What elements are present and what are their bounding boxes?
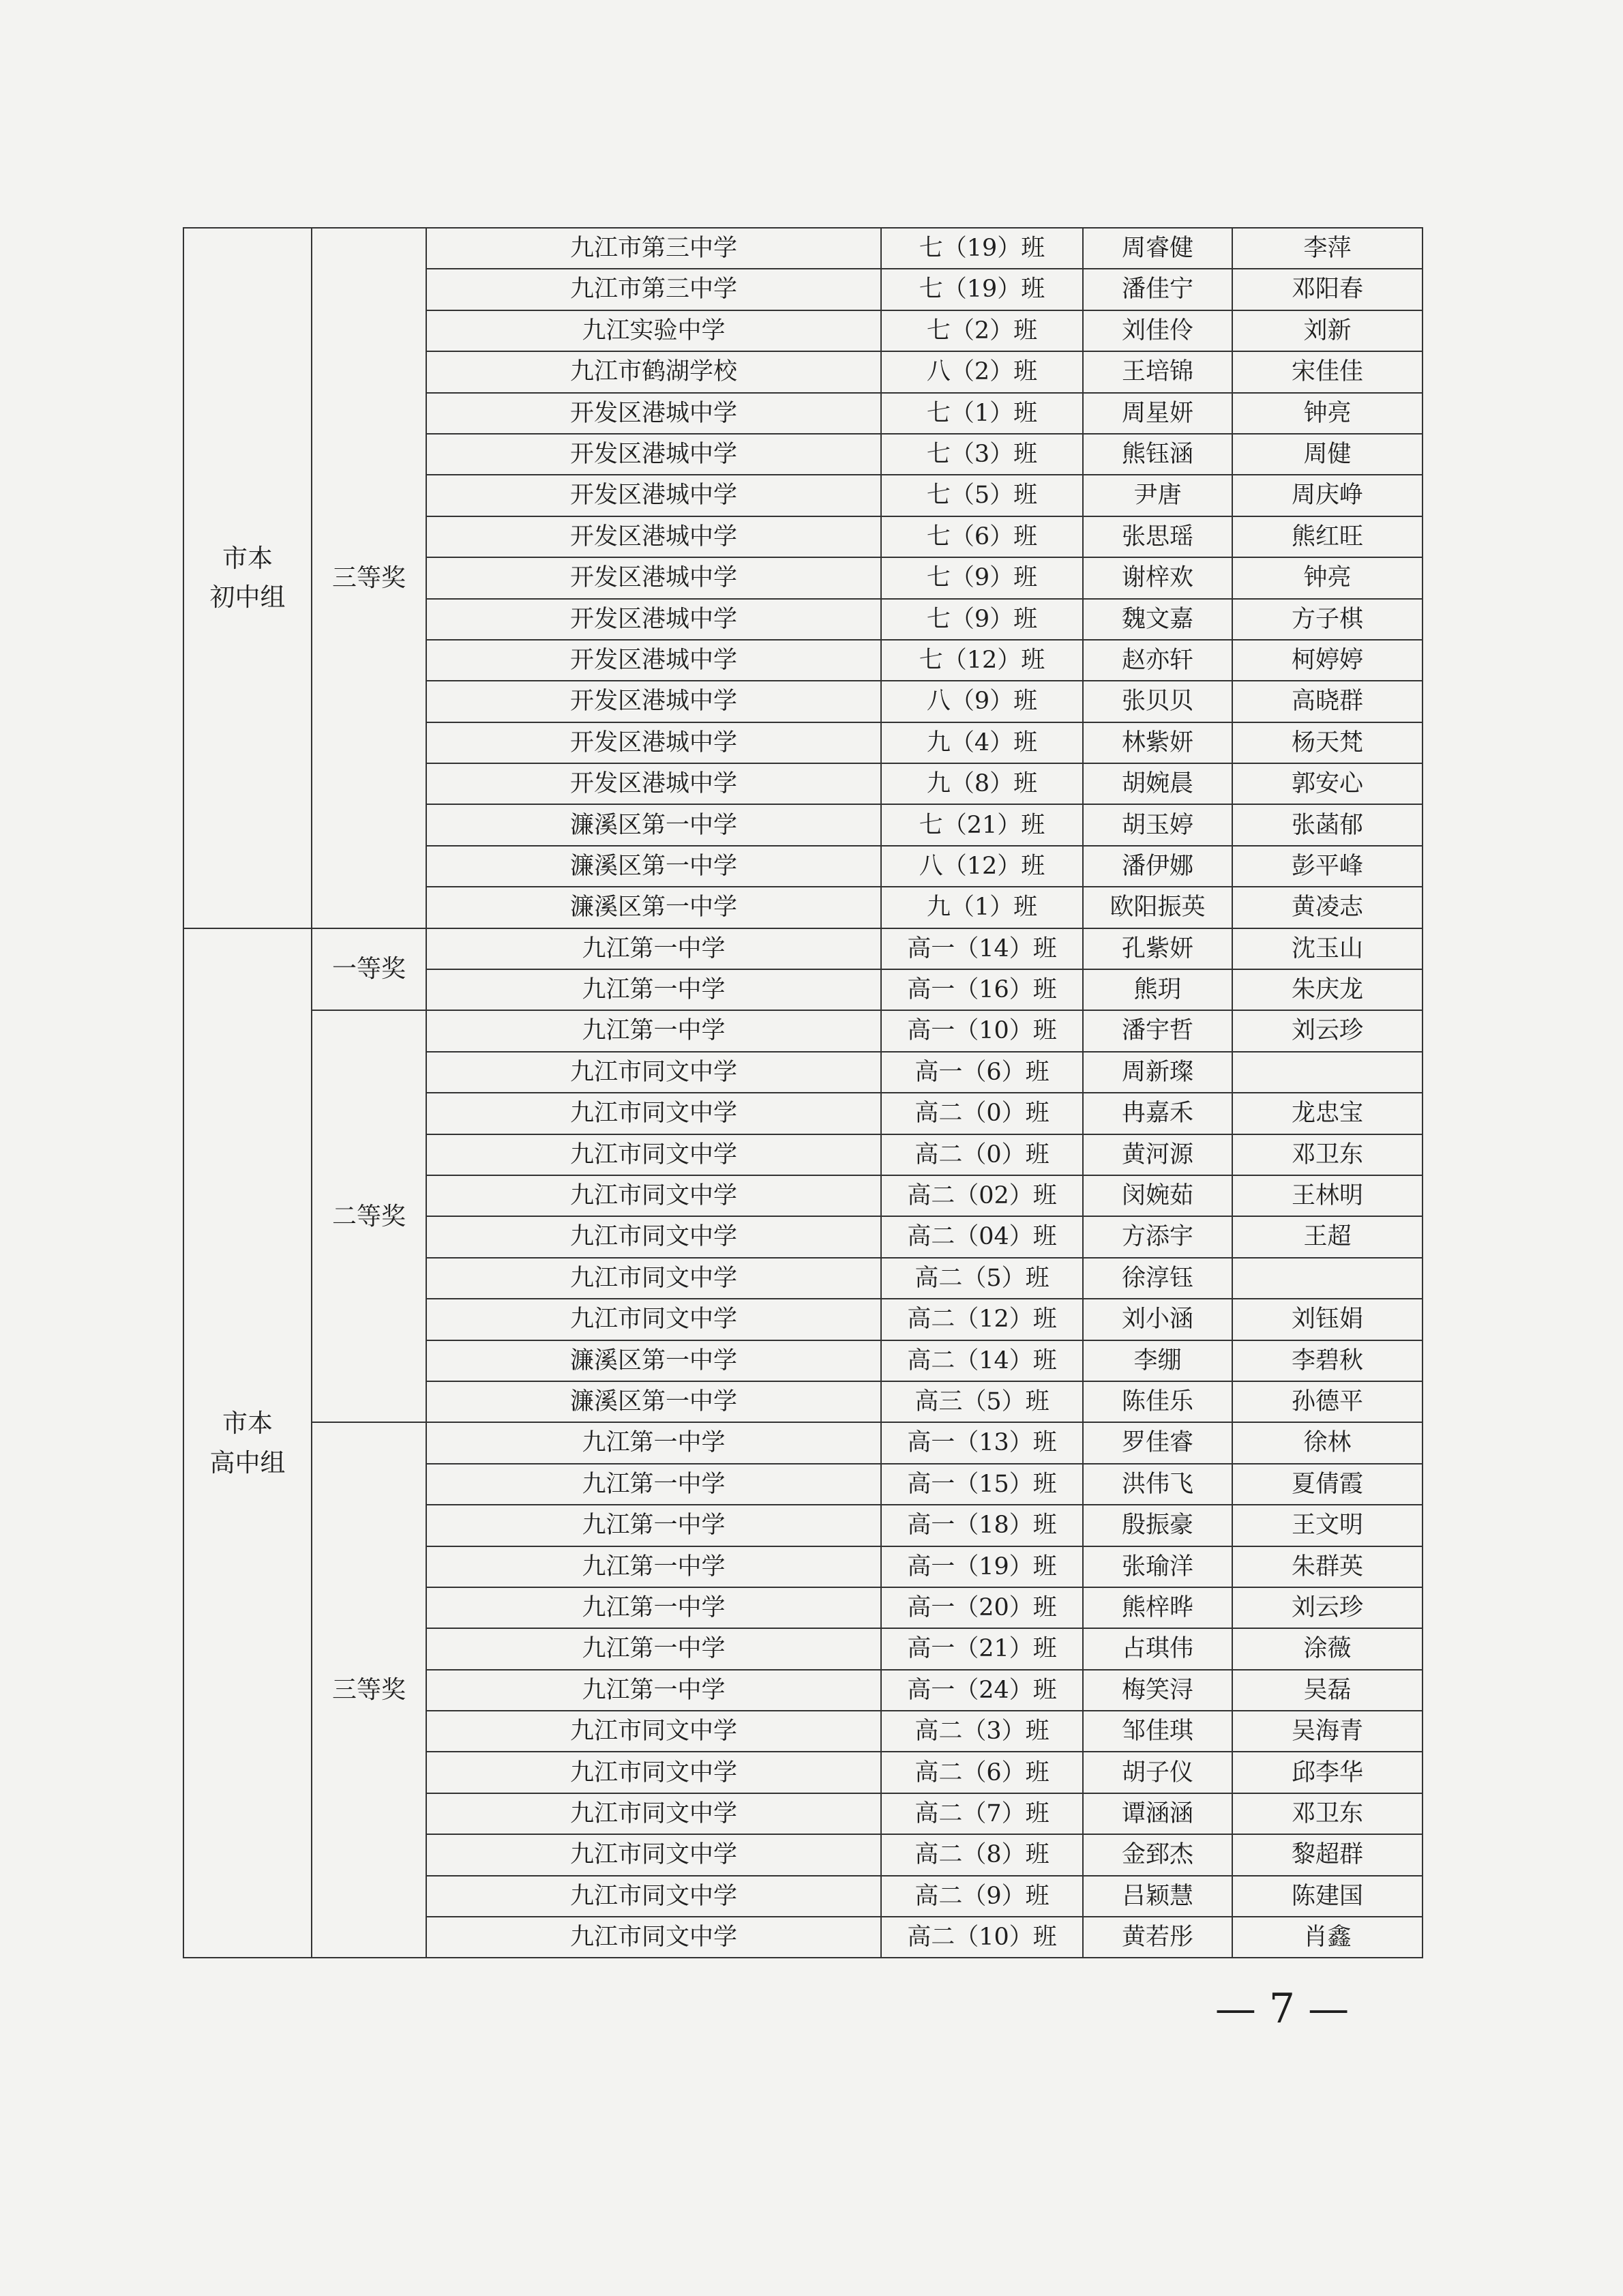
class-cell: 高一（14）班: [881, 928, 1083, 969]
school-cell: 濂溪区第一中学: [426, 846, 881, 887]
class-cell: 高一（15）班: [881, 1464, 1083, 1505]
teacher-cell: [1232, 1052, 1423, 1093]
student-cell: 胡子仪: [1083, 1752, 1232, 1793]
school-cell: 九江市同文中学: [426, 1752, 881, 1793]
student-cell: 赵亦轩: [1083, 640, 1232, 681]
teacher-cell: 柯婷婷: [1232, 640, 1423, 681]
teacher-cell: 刘新: [1232, 310, 1423, 351]
prize-level-cell: 三等奖: [312, 1422, 426, 1958]
school-cell: 开发区港城中学: [426, 763, 881, 804]
class-cell: 高二（04）班: [881, 1216, 1083, 1257]
page-number: — 7 —: [1215, 1985, 1350, 2033]
school-cell: 九江市同文中学: [426, 1175, 881, 1216]
student-cell: 金郅杰: [1083, 1834, 1232, 1875]
school-cell: 九江市第三中学: [426, 228, 881, 269]
teacher-cell: 宋佳佳: [1232, 351, 1423, 392]
teacher-cell: 方子棋: [1232, 599, 1423, 640]
teacher-cell: 肖鑫: [1232, 1917, 1423, 1958]
class-cell: 高二（5）班: [881, 1258, 1083, 1299]
teacher-cell: 徐林: [1232, 1422, 1423, 1463]
student-cell: 黄河源: [1083, 1134, 1232, 1175]
school-cell: 开发区港城中学: [426, 722, 881, 763]
student-cell: 张瑜洋: [1083, 1546, 1232, 1587]
group-label-line: 高中组: [209, 1447, 286, 1477]
school-cell: 九江市同文中学: [426, 1093, 881, 1134]
teacher-cell: 钟亮: [1232, 557, 1423, 598]
class-cell: 七（3）班: [881, 434, 1083, 475]
student-cell: 殷振豪: [1083, 1505, 1232, 1546]
class-cell: 高一（13）班: [881, 1422, 1083, 1463]
class-cell: 七（19）班: [881, 228, 1083, 269]
class-cell: 高二（14）班: [881, 1340, 1083, 1381]
class-cell: 高一（19）班: [881, 1546, 1083, 1587]
student-cell: 潘佳宁: [1083, 269, 1232, 310]
teacher-cell: [1232, 1258, 1423, 1299]
class-cell: 高二（10）班: [881, 1917, 1083, 1958]
school-cell: 九江第一中学: [426, 1670, 881, 1711]
class-cell: 高一（16）班: [881, 969, 1083, 1010]
table-row: [183, 1010, 1423, 1051]
student-cell: 谭涵涵: [1083, 1793, 1232, 1834]
class-cell: 高三（5）班: [881, 1381, 1083, 1422]
student-cell: 闵婉茹: [1083, 1175, 1232, 1216]
table-row: [183, 928, 1423, 969]
school-cell: 开发区港城中学: [426, 475, 881, 516]
student-cell: 谢梓欢: [1083, 557, 1232, 598]
school-cell: 开发区港城中学: [426, 393, 881, 434]
class-cell: 高二（6）班: [881, 1752, 1083, 1793]
student-cell: 潘伊娜: [1083, 846, 1232, 887]
school-cell: 濂溪区第一中学: [426, 1340, 881, 1381]
teacher-cell: 周健: [1232, 434, 1423, 475]
school-cell: 开发区港城中学: [426, 681, 881, 722]
school-cell: 九江市同文中学: [426, 1793, 881, 1834]
teacher-cell: 高晓群: [1232, 681, 1423, 722]
class-cell: 高二（02）班: [881, 1175, 1083, 1216]
class-cell: 高二（0）班: [881, 1134, 1083, 1175]
school-cell: 九江市同文中学: [426, 1052, 881, 1093]
school-cell: 九江市同文中学: [426, 1711, 881, 1752]
class-cell: 高二（12）班: [881, 1299, 1083, 1340]
student-cell: 邹佳琪: [1083, 1711, 1232, 1752]
student-cell: 熊玥: [1083, 969, 1232, 1010]
teacher-cell: 沈玉山: [1232, 928, 1423, 969]
teacher-cell: 邱李华: [1232, 1752, 1423, 1793]
school-cell: 开发区港城中学: [426, 640, 881, 681]
school-cell: 九江第一中学: [426, 1505, 881, 1546]
class-cell: 高二（3）班: [881, 1711, 1083, 1752]
class-cell: 八（2）班: [881, 351, 1083, 392]
student-cell: 林紫妍: [1083, 722, 1232, 763]
student-cell: 熊梓晔: [1083, 1587, 1232, 1628]
student-cell: 张贝贝: [1083, 681, 1232, 722]
student-cell: 王培锦: [1083, 351, 1232, 392]
student-cell: 周新璨: [1083, 1052, 1232, 1093]
student-cell: 方添宇: [1083, 1216, 1232, 1257]
student-cell: 洪伟飞: [1083, 1464, 1232, 1505]
class-cell: 九（1）班: [881, 887, 1083, 928]
class-cell: 高二（9）班: [881, 1876, 1083, 1917]
school-cell: 开发区港城中学: [426, 516, 881, 557]
teacher-cell: 涂薇: [1232, 1628, 1423, 1669]
teacher-cell: 吴磊: [1232, 1670, 1423, 1711]
school-cell: 开发区港城中学: [426, 557, 881, 598]
school-cell: 九江市同文中学: [426, 1834, 881, 1875]
class-cell: 七（21）班: [881, 804, 1083, 845]
school-cell: 九江第一中学: [426, 1010, 881, 1051]
student-cell: 陈佳乐: [1083, 1381, 1232, 1422]
student-cell: 黄若彤: [1083, 1917, 1232, 1958]
class-cell: 七（9）班: [881, 599, 1083, 640]
class-cell: 七（1）班: [881, 393, 1083, 434]
student-cell: 胡玉婷: [1083, 804, 1232, 845]
teacher-cell: 黄凌志: [1232, 887, 1423, 928]
class-cell: 高一（21）班: [881, 1628, 1083, 1669]
class-cell: 高二（8）班: [881, 1834, 1083, 1875]
table-row: [183, 228, 1423, 269]
teacher-cell: 陈建国: [1232, 1876, 1423, 1917]
school-cell: 九江第一中学: [426, 1587, 881, 1628]
class-cell: 高二（0）班: [881, 1093, 1083, 1134]
award-table-body: [183, 228, 1423, 1958]
student-cell: 尹唐: [1083, 475, 1232, 516]
class-cell: 七（19）班: [881, 269, 1083, 310]
teacher-cell: 杨天梵: [1232, 722, 1423, 763]
student-cell: 李绷: [1083, 1340, 1232, 1381]
school-cell: 九江实验中学: [426, 310, 881, 351]
teacher-cell: 刘钰娟: [1232, 1299, 1423, 1340]
class-cell: 七（5）班: [881, 475, 1083, 516]
student-cell: 熊钰涵: [1083, 434, 1232, 475]
teacher-cell: 夏倩霞: [1232, 1464, 1423, 1505]
class-cell: 七（2）班: [881, 310, 1083, 351]
student-cell: 徐淳钰: [1083, 1258, 1232, 1299]
teacher-cell: 朱庆龙: [1232, 969, 1423, 1010]
class-cell: 高一（20）班: [881, 1587, 1083, 1628]
teacher-cell: 熊红旺: [1232, 516, 1423, 557]
school-cell: 九江市同文中学: [426, 1216, 881, 1257]
teacher-cell: 彭平峰: [1232, 846, 1423, 887]
class-cell: 高一（6）班: [881, 1052, 1083, 1093]
teacher-cell: 郭安心: [1232, 763, 1423, 804]
student-cell: 冉嘉禾: [1083, 1093, 1232, 1134]
student-cell: 欧阳振英: [1083, 887, 1232, 928]
teacher-cell: 邓卫东: [1232, 1793, 1423, 1834]
school-cell: 九江第一中学: [426, 1546, 881, 1587]
class-cell: 七（6）班: [881, 516, 1083, 557]
group-label-line: 初中组: [209, 583, 286, 613]
teacher-cell: 黎超群: [1232, 1834, 1423, 1875]
school-cell: 九江第一中学: [426, 1422, 881, 1463]
school-cell: 九江第一中学: [426, 1628, 881, 1669]
class-cell: 七（12）班: [881, 640, 1083, 681]
school-cell: 开发区港城中学: [426, 599, 881, 640]
class-cell: 高二（7）班: [881, 1793, 1083, 1834]
group-label-cell: [183, 928, 312, 1958]
student-cell: 胡婉晨: [1083, 763, 1232, 804]
table-row: [183, 1422, 1423, 1463]
school-cell: 九江市同文中学: [426, 1876, 881, 1917]
school-cell: 九江市同文中学: [426, 1299, 881, 1340]
prize-level-cell: 三等奖: [312, 228, 426, 928]
teacher-cell: 邓阳春: [1232, 269, 1423, 310]
award-table: [183, 227, 1423, 1958]
school-cell: 九江第一中学: [426, 1464, 881, 1505]
school-cell: 九江第一中学: [426, 928, 881, 969]
school-cell: 九江市同文中学: [426, 1134, 881, 1175]
prize-level-cell: 二等奖: [312, 1010, 426, 1422]
student-cell: 孔紫妍: [1083, 928, 1232, 969]
student-cell: 梅笑浔: [1083, 1670, 1232, 1711]
group-label-line: 市本: [222, 543, 273, 573]
school-cell: 濂溪区第一中学: [426, 1381, 881, 1422]
student-cell: 吕颖慧: [1083, 1876, 1232, 1917]
school-cell: 开发区港城中学: [426, 434, 881, 475]
class-cell: 八（9）班: [881, 681, 1083, 722]
student-cell: 占琪伟: [1083, 1628, 1232, 1669]
teacher-cell: 刘云珍: [1232, 1010, 1423, 1051]
prize-level-cell: 一等奖: [312, 928, 426, 1011]
student-cell: 刘小涵: [1083, 1299, 1232, 1340]
school-cell: 九江市同文中学: [426, 1258, 881, 1299]
school-cell: 九江市同文中学: [426, 1917, 881, 1958]
teacher-cell: 王林明: [1232, 1175, 1423, 1216]
student-cell: 周星妍: [1083, 393, 1232, 434]
class-cell: 九（8）班: [881, 763, 1083, 804]
teacher-cell: 王文明: [1232, 1505, 1423, 1546]
group-label-line: 市本: [222, 1409, 273, 1439]
teacher-cell: 钟亮: [1232, 393, 1423, 434]
student-cell: 周睿健: [1083, 228, 1232, 269]
school-cell: 九江市第三中学: [426, 269, 881, 310]
class-cell: 高一（18）班: [881, 1505, 1083, 1546]
teacher-cell: 李碧秋: [1232, 1340, 1423, 1381]
student-cell: 魏文嘉: [1083, 599, 1232, 640]
teacher-cell: 吴海青: [1232, 1711, 1423, 1752]
teacher-cell: 龙忠宝: [1232, 1093, 1423, 1134]
school-cell: 九江市鹤湖学校: [426, 351, 881, 392]
teacher-cell: 张菡郁: [1232, 804, 1423, 845]
teacher-cell: 周庆峥: [1232, 475, 1423, 516]
class-cell: 七（9）班: [881, 557, 1083, 598]
class-cell: 九（4）班: [881, 722, 1083, 763]
class-cell: 八（12）班: [881, 846, 1083, 887]
class-cell: 高一（24）班: [881, 1670, 1083, 1711]
group-label-cell: [183, 228, 312, 928]
student-cell: 潘宇哲: [1083, 1010, 1232, 1051]
student-cell: 罗佳睿: [1083, 1422, 1232, 1463]
class-cell: 高一（10）班: [881, 1010, 1083, 1051]
teacher-cell: 王超: [1232, 1216, 1423, 1257]
teacher-cell: 朱群英: [1232, 1546, 1423, 1587]
student-cell: 刘佳伶: [1083, 310, 1232, 351]
school-cell: 九江第一中学: [426, 969, 881, 1010]
student-cell: 张思瑶: [1083, 516, 1232, 557]
school-cell: 濂溪区第一中学: [426, 804, 881, 845]
teacher-cell: 李萍: [1232, 228, 1423, 269]
school-cell: 濂溪区第一中学: [426, 887, 881, 928]
teacher-cell: 邓卫东: [1232, 1134, 1423, 1175]
teacher-cell: 刘云珍: [1232, 1587, 1423, 1628]
teacher-cell: 孙德平: [1232, 1381, 1423, 1422]
